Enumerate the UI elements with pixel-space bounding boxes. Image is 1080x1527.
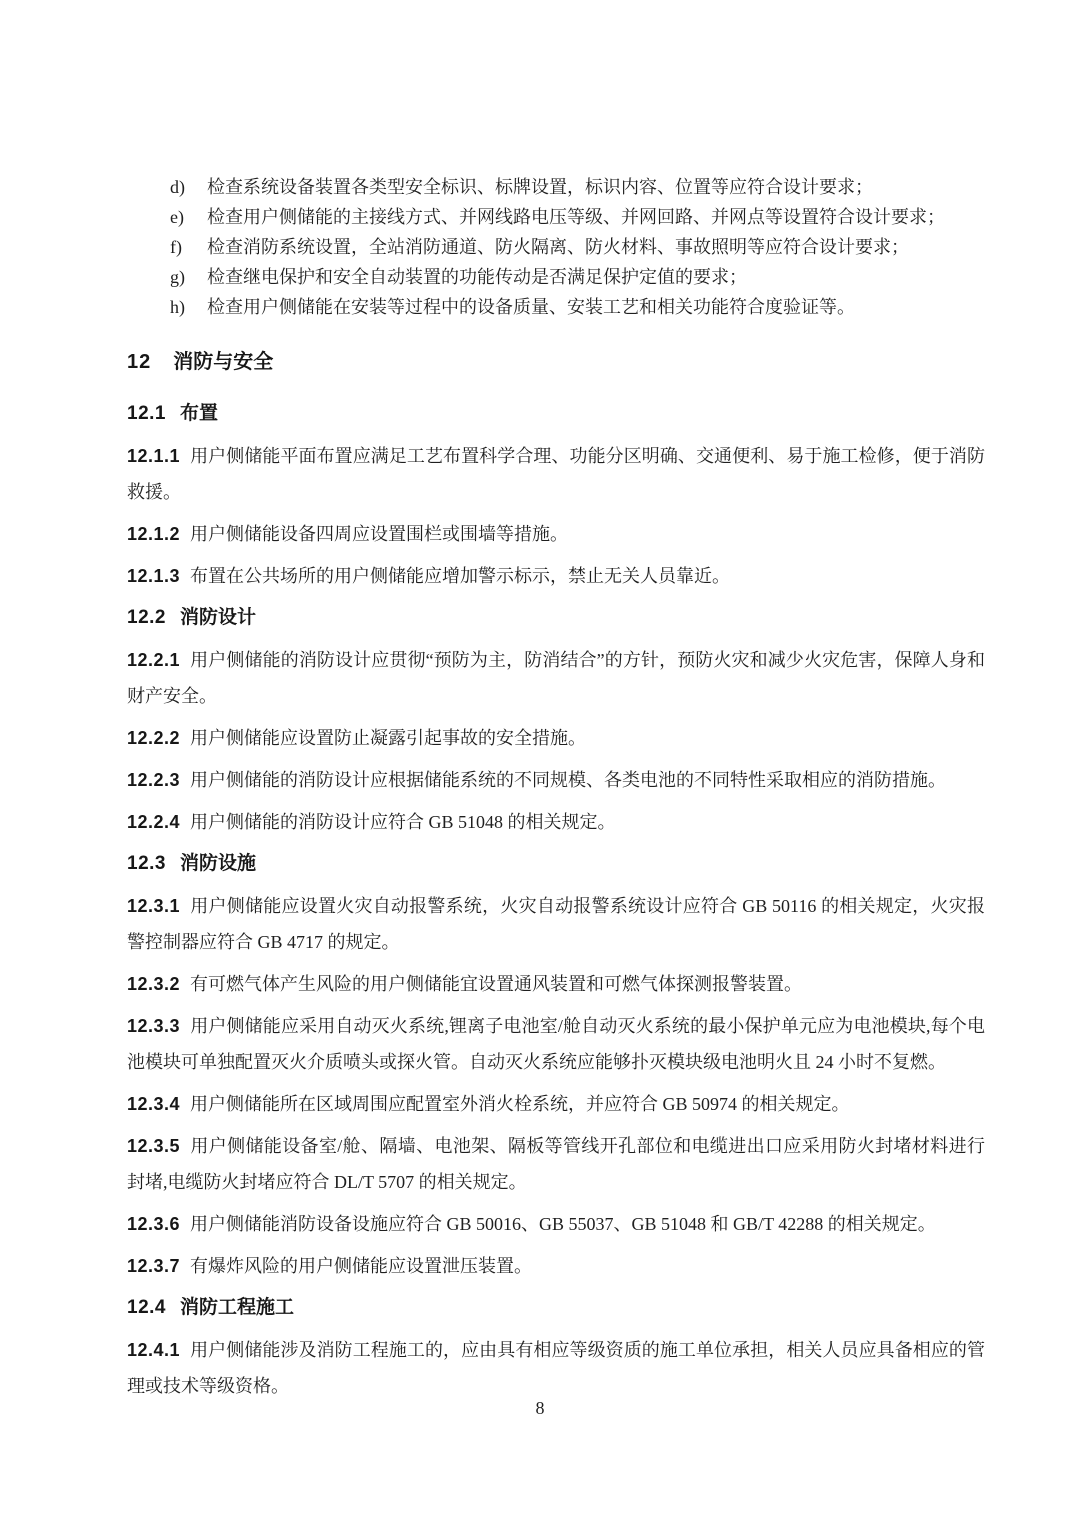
clause-12-3-3 [127, 1008, 985, 1080]
list-item [170, 202, 985, 232]
clause-text: 有爆炸风险的用户侧储能应设置泄压装置。 [190, 1256, 533, 1276]
clause-number: 12.1.3 [127, 566, 181, 586]
list-item-label: g) [170, 267, 185, 287]
clause-12-3-2 [127, 966, 985, 1002]
clause-number: 12.3.3 [127, 1016, 181, 1036]
clause-text: 用户侧储能的消防设计应贯彻“预防为主，防消结合”的方针，预防火灾和减少火灾危害，保障人身和财产安全。 [127, 650, 985, 706]
clause-number: 12.1.1 [127, 446, 181, 466]
clause-text: 用户侧储能设备四周应设置围栏或围墙等措施。 [190, 524, 569, 544]
clause-text: 用户侧储能平面布置应满足工艺布置科学合理、功能分区明确、交通便利、易于施工检修，便于消防救援。 [127, 446, 985, 502]
list-item-label: h) [170, 297, 185, 317]
clause-12-3-4 [127, 1086, 985, 1122]
clause-12-3-5 [127, 1128, 985, 1200]
section-heading-12-2 [127, 600, 985, 636]
list-item-text: 检查继电保护和安全自动装置的功能传动是否满足保护定值的要求； [207, 267, 747, 287]
section-heading-12-1 [127, 396, 985, 432]
list-item-text: 检查消防系统设置，全站消防通道、防火隔离、防火材料、事故照明等应符合设计要求； [207, 237, 909, 257]
chapter-heading [127, 344, 985, 380]
clause-number: 12.4.1 [127, 1340, 181, 1360]
list-item-text: 检查用户侧储能在安装等过程中的设备质量、安装工艺和相关功能符合度验证等。 [207, 297, 855, 317]
clause-text: 布置在公共场所的用户侧储能应增加警示标示，禁止无关人员靠近。 [190, 566, 731, 586]
section-number: 12.1 [127, 403, 166, 424]
list-item [170, 172, 985, 202]
section-number: 12.3 [127, 853, 166, 874]
clause-number: 12.3.6 [127, 1214, 181, 1234]
clause-12-2-4 [127, 804, 985, 840]
clause-number: 12.1.2 [127, 524, 181, 544]
clause-number: 12.3.7 [127, 1256, 181, 1276]
clause-number: 12.3.4 [127, 1094, 181, 1114]
clause-12-1-1 [127, 438, 985, 510]
clause-12-3-1 [127, 888, 985, 960]
clause-text: 用户侧储能的消防设计应根据储能系统的不同规模、各类电池的不同特性采取相应的消防措施。 [190, 770, 947, 790]
list-item-label: e) [170, 207, 184, 227]
clause-number: 12.2.1 [127, 650, 181, 670]
section-title: 布置 [179, 403, 218, 424]
list-item-text: 检查用户侧储能的主接线方式、并网线路电压等级、并网回路、并网点等设置符合设计要求； [207, 207, 945, 227]
clause-12-3-7 [127, 1248, 985, 1284]
clause-number: 12.2.4 [127, 812, 181, 832]
section-heading-12-3 [127, 846, 985, 882]
clause-text: 用户侧储能消防设备设施应符合 GB 50016、GB 55037、GB 51048 和 GB/T 42288 的相关规定。 [190, 1214, 936, 1234]
list-item [170, 292, 985, 322]
section-number: 12.4 [127, 1297, 166, 1318]
clause-text: 用户侧储能的消防设计应符合 GB 51048 的相关规定。 [190, 812, 616, 832]
chapter-number: 12 [127, 351, 152, 373]
clause-text: 有可燃气体产生风险的用户侧储能宜设置通风装置和可燃气体探测报警装置。 [190, 974, 803, 994]
clause-text: 用户侧储能设备室/舱、隔墙、电池架、隔板等管线开孔部位和电缆进出口应采用防火封堵材料进行封堵,电缆防火封堵应符合 DL/T 5707 的相关规定。 [127, 1136, 985, 1192]
clause-number: 12.3.5 [127, 1136, 181, 1156]
clause-12-3-6 [127, 1206, 985, 1242]
list-item [170, 232, 985, 262]
clause-text: 用户侧储能应采用自动灭火系统,锂离子电池室/舱自动灭火系统的最小保护单元应为电池模块,每个电池模块可单独配置灭火介质喷头或探火管。自动灭火系统应能够扑灭模块级电池明火且 24 小时不复燃。 [127, 1016, 985, 1072]
page-number: 8 [535, 1398, 545, 1418]
list-item-label: f) [170, 237, 182, 257]
clause-text: 用户侧储能涉及消防工程施工的，应由具有相应等级资质的施工单位承担，相关人员应具备相应的管理或技术等级资格。 [127, 1340, 985, 1396]
chapter-title: 消防与安全 [173, 351, 274, 373]
clause-text: 用户侧储能应设置火灾自动报警系统，火灾自动报警系统设计应符合 GB 50116 的相关规定，火灾报警控制器应符合 GB 4717 的规定。 [127, 896, 985, 952]
clause-12-2-2 [127, 720, 985, 756]
section-title: 消防设计 [179, 607, 256, 628]
list-item [170, 262, 985, 292]
clause-12-1-2 [127, 516, 985, 552]
section-title: 消防工程施工 [179, 1297, 294, 1318]
clause-number: 12.2.2 [127, 728, 181, 748]
clause-text: 用户侧储能应设置防止凝露引起事故的安全措施。 [190, 728, 587, 748]
section-heading-12-4 [127, 1290, 985, 1326]
clause-text: 用户侧储能所在区域周围应配置室外消火栓系统，并应符合 GB 50974 的相关规定。 [190, 1094, 850, 1114]
list-item-text: 检查系统设备装置各类型安全标识、标牌设置，标识内容、位置等应符合设计要求； [207, 177, 873, 197]
intro-list [170, 172, 985, 322]
clause-12-1-3 [127, 558, 985, 594]
clause-12-2-3 [127, 762, 985, 798]
section-number: 12.2 [127, 607, 166, 628]
clause-12-4-1 [127, 1332, 985, 1404]
clause-number: 12.3.1 [127, 896, 181, 916]
section-title: 消防设施 [179, 853, 256, 874]
clause-12-2-1 [127, 642, 985, 714]
clause-number: 12.2.3 [127, 770, 181, 790]
clause-number: 12.3.2 [127, 974, 181, 994]
list-item-label: d) [170, 177, 185, 197]
